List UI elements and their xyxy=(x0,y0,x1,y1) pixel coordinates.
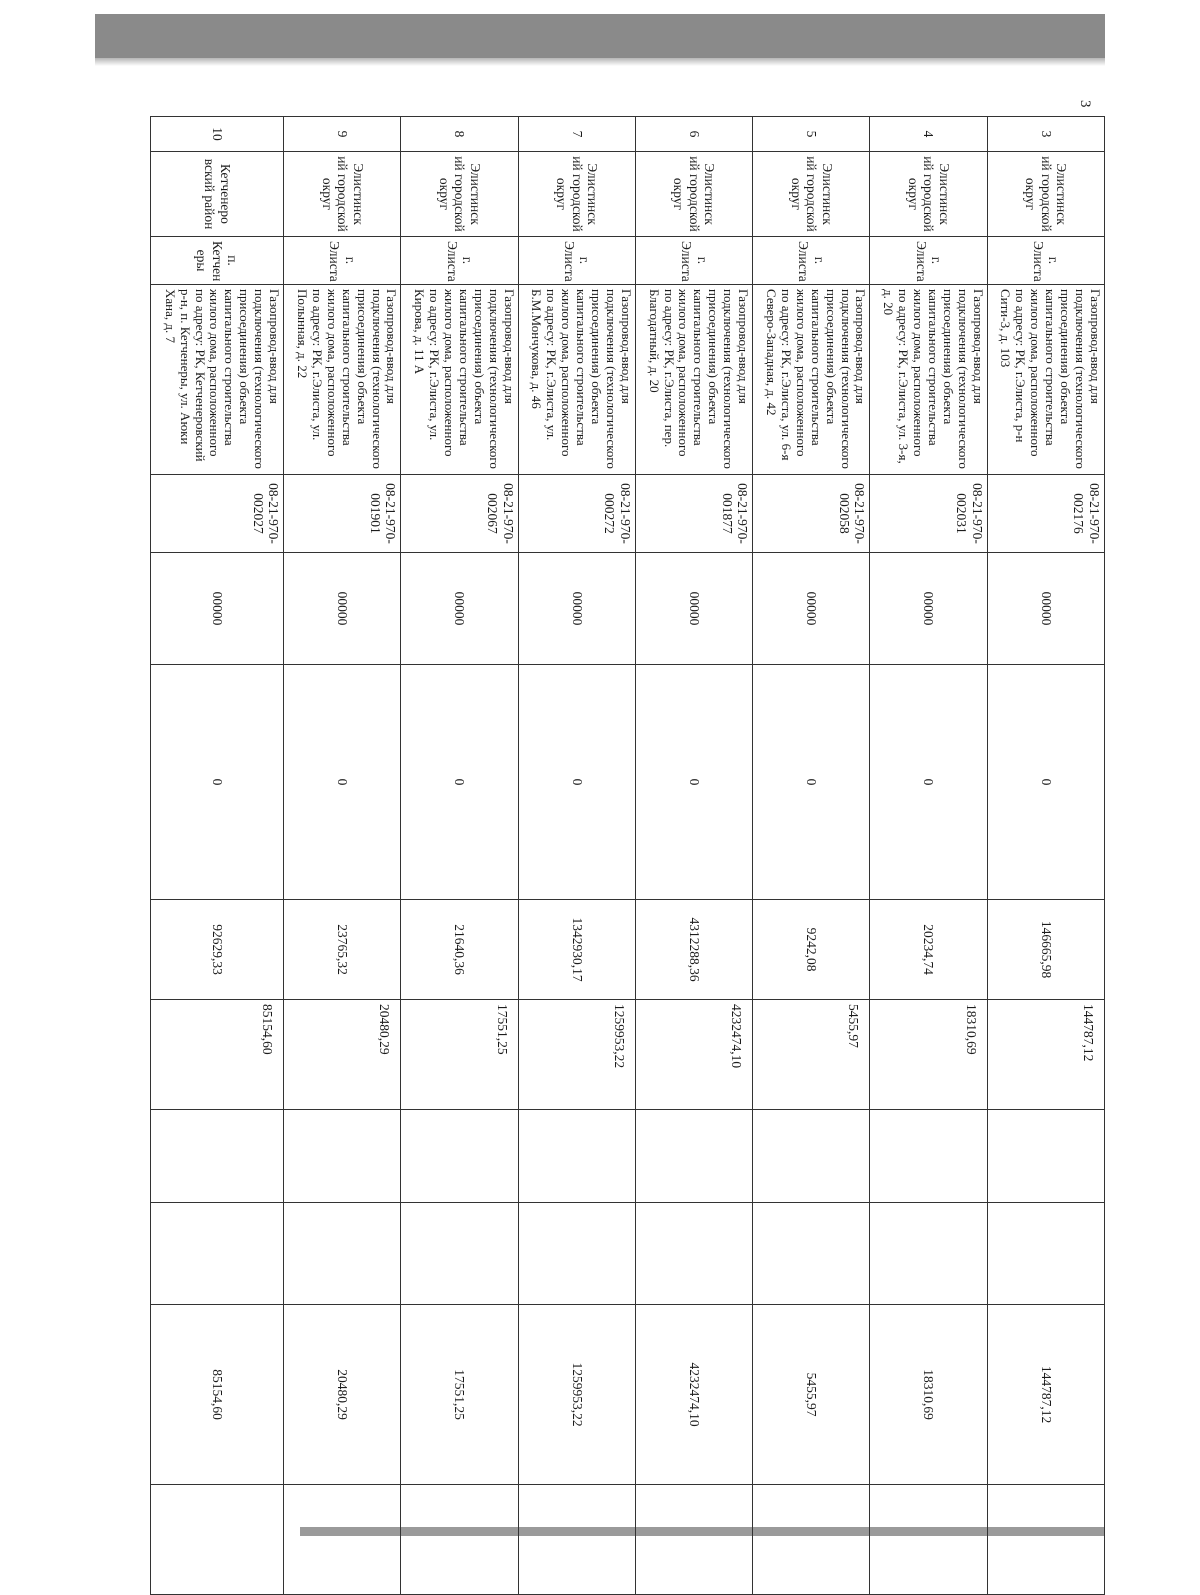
description-cell: Газопровод-ввод для подключения (технологического присоединения) объекта капитального строительства жилого дома, расположенного по адресу: РК, г.Элиста, ул. 3-я, д. 20 xyxy=(870,285,987,475)
register-table xyxy=(150,116,1105,1595)
description-cell: Газопровод-ввод для подключения (технологического присоединения) объекта капитального строительства жилого дома, расположенного по адресу: РК, г.Элиста, ул. Б.М.Мончукова, д. 46 xyxy=(518,285,635,475)
code-cell: 08-21-970-001877 xyxy=(636,475,753,553)
blank-cell-c xyxy=(518,1203,635,1305)
zero-cell: 0 xyxy=(284,665,401,900)
table-row xyxy=(753,117,870,1595)
cost-a-cell: 18310,69 xyxy=(870,1000,987,1110)
description-cell: Газопровод-ввод для подключения (технологического присоединения) объекта капитального строительства жилого дома, расположенного по адресу: РК, г.Элиста, пер. Благодатный, д. 20 xyxy=(636,285,753,475)
cost-final-cell: 20480,29 xyxy=(284,1305,401,1485)
blank-cell-c xyxy=(987,1203,1104,1305)
cost-a-cell: 1259953,22 xyxy=(518,1000,635,1110)
blank-cell-b xyxy=(284,1110,401,1203)
municipality-cell: Элистинск ий городской округ xyxy=(636,152,753,237)
scan-bar-top xyxy=(95,14,1105,58)
zeros-cell: 00000 xyxy=(870,553,987,665)
empty-cell xyxy=(987,1485,1104,1595)
blank-cell-b xyxy=(987,1110,1104,1203)
locality-cell: г. Элиста xyxy=(870,237,987,285)
municipality-cell: Элистинск ий городской округ xyxy=(518,152,635,237)
table-row xyxy=(518,117,635,1595)
table-row xyxy=(284,117,401,1595)
blank-cell-b xyxy=(636,1110,753,1203)
zeros-cell: 00000 xyxy=(518,553,635,665)
locality-cell: г. Элиста xyxy=(987,237,1104,285)
cost-final-cell: 144787,12 xyxy=(987,1305,1104,1485)
description-cell: Газопровод-ввод для подключения (технологического присоединения) объекта капитального строительства жилого дома, расположенного по адресу: РК, г.Элиста, ул. 6-я Северо-Западная, д. 42 xyxy=(753,285,870,475)
code-cell: 08-21-970-002027 xyxy=(151,475,284,553)
code-cell: 08-21-970-000272 xyxy=(518,475,635,553)
zero-cell: 0 xyxy=(987,665,1104,900)
empty-cell xyxy=(870,1485,987,1595)
zeros-cell: 00000 xyxy=(151,553,284,665)
description-cell: Газопровод-ввод для подключения (технологического присоединения) объекта капитального строительства жилого дома, расположенного по адресу: РК, г.Элиста, ул. Полынная, д. 22 xyxy=(284,285,401,475)
blank-cell-c xyxy=(636,1203,753,1305)
code-cell: 08-21-970-002176 xyxy=(987,475,1104,553)
row-number: 3 xyxy=(987,117,1104,152)
locality-cell: п. Кетчен еры xyxy=(151,237,284,285)
blank-cell-c xyxy=(151,1203,284,1305)
table-row xyxy=(401,117,518,1595)
cost-a-cell: 144787,12 xyxy=(987,1000,1104,1110)
zero-cell: 0 xyxy=(518,665,635,900)
empty-cell xyxy=(151,1485,284,1595)
zeros-cell: 00000 xyxy=(636,553,753,665)
cost-a-cell: 5455,97 xyxy=(753,1000,870,1110)
cost-a-cell: 85154,60 xyxy=(151,1000,284,1110)
blank-cell-b xyxy=(401,1110,518,1203)
cost-total-cell: 21640,36 xyxy=(401,900,518,1000)
row-number: 6 xyxy=(636,117,753,152)
cost-total-cell: 9242,08 xyxy=(753,900,870,1000)
zeros-cell: 00000 xyxy=(987,553,1104,665)
municipality-cell: Элистинск ий городской округ xyxy=(284,152,401,237)
cost-final-cell: 1259953,22 xyxy=(518,1305,635,1485)
cost-total-cell: 92629,33 xyxy=(151,900,284,1000)
blank-cell-b xyxy=(151,1110,284,1203)
cost-total-cell: 20234,74 xyxy=(870,900,987,1000)
empty-cell xyxy=(401,1485,518,1595)
zeros-cell: 00000 xyxy=(753,553,870,665)
description-cell: Газопровод-ввод для подключения (технологического присоединения) объекта капитального строительства жилого дома, расположенного по адресу: РК, г.Элиста, р-н Сити-3, д. 103 xyxy=(987,285,1104,475)
description-cell: Газопровод-ввод для подключения (технологического присоединения) объекта капитального строительства жилого дома, расположенного по адресу: РК, Кетченеровский р-н, п. Кетченеры, ул. Аюки Хана, д. 7 xyxy=(151,285,284,475)
municipality-cell: Кетченеро вский район xyxy=(151,152,284,237)
zeros-cell: 00000 xyxy=(401,553,518,665)
cost-a-cell: 17551,25 xyxy=(401,1000,518,1110)
row-number: 4 xyxy=(870,117,987,152)
zero-cell: 0 xyxy=(151,665,284,900)
zero-cell: 0 xyxy=(870,665,987,900)
municipality-cell: Элистинск ий городской округ xyxy=(987,152,1104,237)
table-row xyxy=(987,117,1104,1595)
empty-cell xyxy=(284,1485,401,1595)
table-row xyxy=(636,117,753,1595)
table-row xyxy=(151,117,284,1595)
cost-final-cell: 5455,97 xyxy=(753,1305,870,1485)
blank-cell-b xyxy=(870,1110,987,1203)
zero-cell: 0 xyxy=(753,665,870,900)
zero-cell: 0 xyxy=(636,665,753,900)
municipality-cell: Элистинск ий городской округ xyxy=(870,152,987,237)
municipality-cell: Элистинск ий городской округ xyxy=(753,152,870,237)
cost-total-cell: 23765,32 xyxy=(284,900,401,1000)
locality-cell: г. Элиста xyxy=(636,237,753,285)
code-cell: 08-21-970-002031 xyxy=(870,475,987,553)
row-number: 5 xyxy=(753,117,870,152)
locality-cell: г. Элиста xyxy=(401,237,518,285)
row-number: 8 xyxy=(401,117,518,152)
cost-final-cell: 18310,69 xyxy=(870,1305,987,1485)
empty-cell xyxy=(518,1485,635,1595)
cost-total-cell: 4312288,36 xyxy=(636,900,753,1000)
blank-cell-c xyxy=(284,1203,401,1305)
cost-a-cell: 20480,29 xyxy=(284,1000,401,1110)
rotated-table-container xyxy=(150,116,1105,1494)
locality-cell: г. Элиста xyxy=(753,237,870,285)
cost-total-cell: 1342930,17 xyxy=(518,900,635,1000)
zeros-cell: 00000 xyxy=(284,553,401,665)
blank-cell-c xyxy=(401,1203,518,1305)
row-number: 10 xyxy=(151,117,284,152)
table-row xyxy=(870,117,987,1595)
code-cell: 08-21-970-002058 xyxy=(753,475,870,553)
cost-final-cell: 4232474,10 xyxy=(636,1305,753,1485)
locality-cell: г. Элиста xyxy=(518,237,635,285)
zero-cell: 0 xyxy=(401,665,518,900)
description-cell: Газопровод-ввод для подключения (технологического присоединения) объекта капитального строительства жилого дома, расположенного по адресу: РК, г.Элиста, ул. Кирова, д. 11 А xyxy=(401,285,518,475)
cost-total-cell: 146665,98 xyxy=(987,900,1104,1000)
cost-final-cell: 17551,25 xyxy=(401,1305,518,1485)
page-number: 3 xyxy=(1077,100,1093,108)
blank-cell-b xyxy=(753,1110,870,1203)
scan-bar-top-edge xyxy=(95,58,1105,66)
locality-cell: г. Элиста xyxy=(284,237,401,285)
row-number: 7 xyxy=(518,117,635,152)
blank-cell-c xyxy=(753,1203,870,1305)
cost-final-cell: 85154,60 xyxy=(151,1305,284,1485)
empty-cell xyxy=(636,1485,753,1595)
blank-cell-c xyxy=(870,1203,987,1305)
empty-cell xyxy=(753,1485,870,1595)
row-number: 9 xyxy=(284,117,401,152)
code-cell: 08-21-970-002067 xyxy=(401,475,518,553)
blank-cell-b xyxy=(518,1110,635,1203)
code-cell: 08-21-970-001901 xyxy=(284,475,401,553)
cost-a-cell: 4232474,10 xyxy=(636,1000,753,1110)
municipality-cell: Элистинск ий городской округ xyxy=(401,152,518,237)
